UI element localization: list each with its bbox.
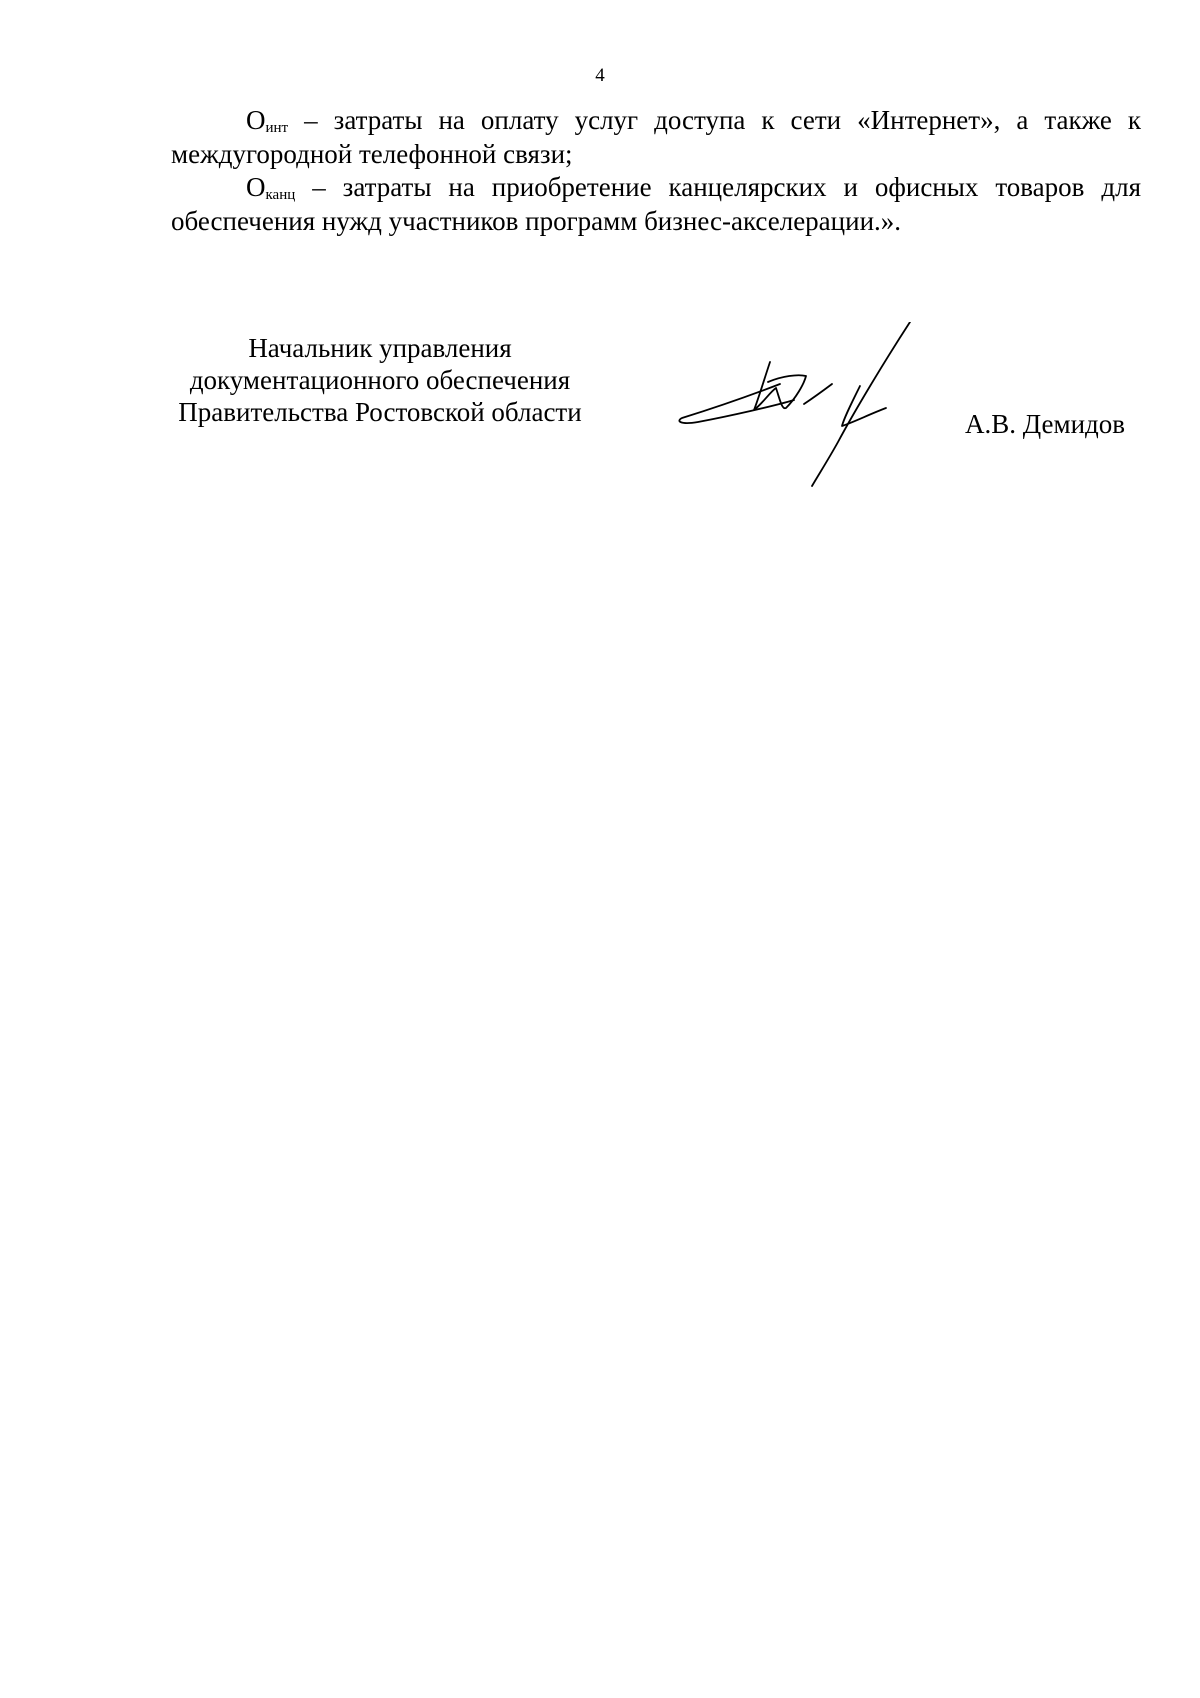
signatory-title-line: Правительства Ростовской области: [178, 397, 582, 427]
handwritten-signature: [674, 322, 954, 492]
cost-symbol: О: [246, 172, 266, 202]
document-body: [171, 104, 1141, 238]
paragraph-internet-costs: [171, 104, 1141, 171]
signer-name: А.В. Демидов: [965, 409, 1126, 439]
paragraph-text: – затраты на приобретение канцелярских и офисных товаров для обеспечения нужд участников программ бизнес-акселерации.».: [171, 172, 1141, 236]
cost-subscript: инт: [265, 120, 289, 136]
signatory-title: [160, 332, 600, 428]
signatory-title-line: документационного обеспечения: [189, 365, 571, 395]
signatory-title-line: Начальник управления: [248, 333, 512, 363]
cost-symbol: О: [246, 105, 266, 135]
page-number: 4: [595, 65, 605, 86]
paragraph-office-costs: [171, 171, 1141, 238]
cost-subscript: канц: [265, 187, 296, 203]
paragraph-text: – затраты на оплату услуг доступа к сети «Интернет», а также к междугородной телефонной связи;: [171, 105, 1141, 169]
